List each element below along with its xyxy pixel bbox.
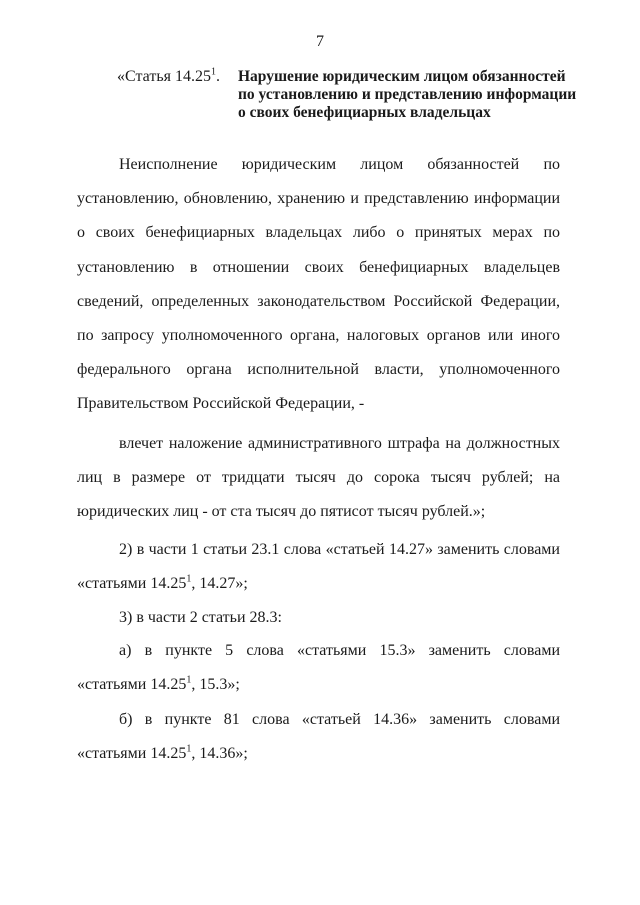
article-number-superscript: 1 bbox=[210, 66, 216, 78]
paragraph-penalty: влечет наложение административного штрафа на должностных лиц в размере от тридцати тысяч до сорока тысяч рублей; на юридических лиц - от ста тысяч до пятисот тысяч рублей.»; bbox=[77, 435, 560, 521]
page-number: 7 bbox=[316, 33, 324, 50]
article-title: Нарушение юридическим лицом обязанностей по установлению и представлению информации о своих бенефициарных владельцах bbox=[238, 68, 577, 121]
amendment-3a-superscript: 1 bbox=[186, 674, 192, 686]
amendment-3a-text: а) в пункте 5 слова «статьями 15.3» заменить словами «статьями 14.25 bbox=[77, 642, 560, 694]
amendment-3b-text: б) в пункте 81 слова «статьей 14.36» заменить словами «статьями 14.25 bbox=[77, 711, 560, 763]
article-number-prefix: «Статья 14.25 bbox=[117, 68, 211, 85]
paragraph-amendment-3: 3) в части 2 статьи 28.3: bbox=[119, 609, 282, 626]
amendment-3b-superscript: 1 bbox=[186, 743, 192, 755]
amendment-2-text: 2) в части 1 статьи 23.1 слова «статьей 14.27» заменить словами «статьями 14.25 bbox=[77, 541, 560, 593]
paragraph-offense: Неисполнение юридическим лицом обязанностей по установлению, обновлению, хранению и представлению информации о своих бенефициарных владельцах либо о принятых мерах по установлению в отношении своих бенефициарных владельцев сведений, определенных законодательством Российской Федерации, по запросу уполномоченного органа, налоговых органов или иного федерального органа исполнительной власти, уполномоченного Правительством Российской Федерации, - bbox=[77, 156, 560, 413]
amendment-2-superscript: 1 bbox=[186, 573, 192, 585]
paragraph-amendment-3b bbox=[77, 703, 560, 771]
paragraph-amendment-3a bbox=[77, 634, 560, 702]
article-number-suffix: . bbox=[215, 68, 220, 85]
amendment-3b-tail: , 14.36»; bbox=[191, 745, 248, 763]
amendment-2-tail: , 14.27»; bbox=[191, 575, 248, 593]
amendment-3a-tail: , 15.3»; bbox=[191, 676, 240, 694]
article-number bbox=[117, 68, 220, 86]
paragraph-amendment-2 bbox=[77, 533, 560, 601]
